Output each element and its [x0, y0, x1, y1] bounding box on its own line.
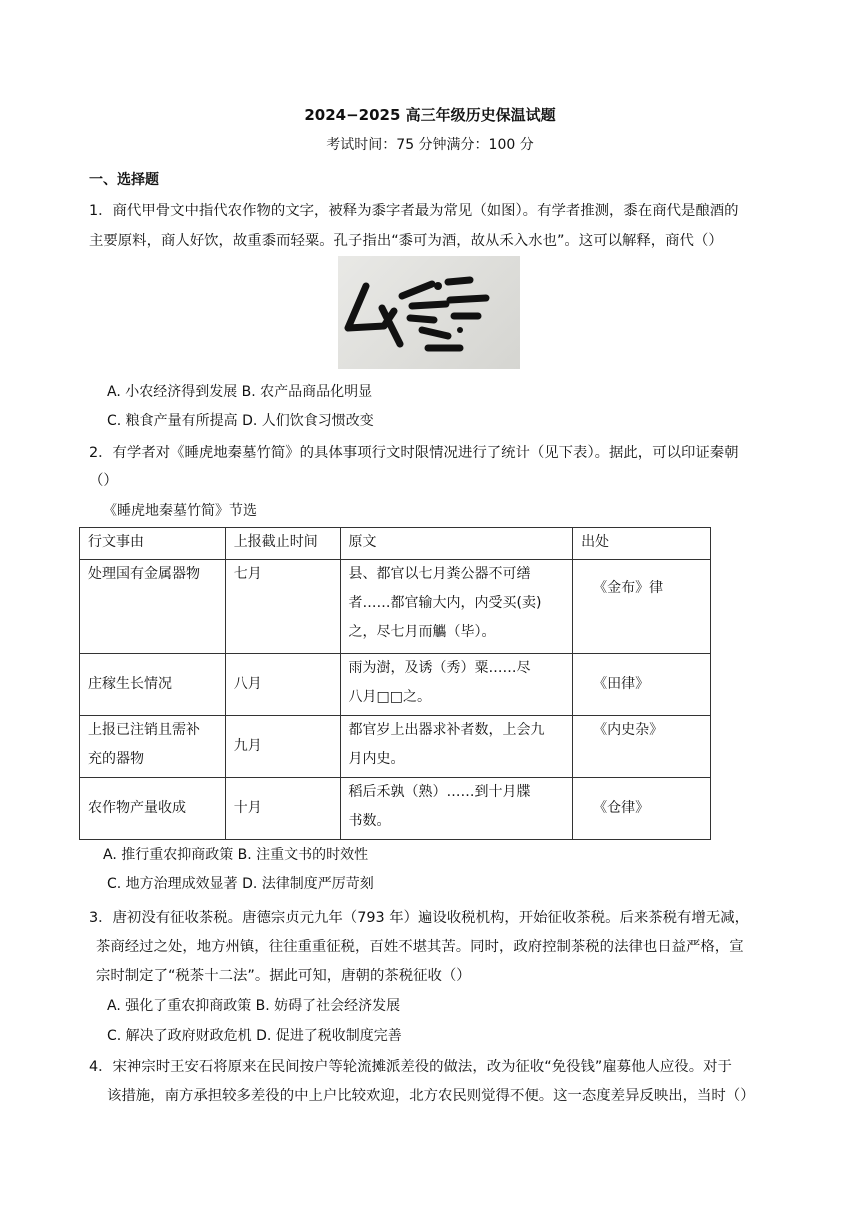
q3-stem-line1: 3．唐初没有征收茶税。唐德宗贞元九年（793 年）遍设收税机构，开始征收茶税。后来茶税有增无减， [89, 910, 749, 926]
source-text: 《仓律》 [593, 800, 650, 816]
table-cell-text [340, 716, 573, 778]
q1-stem-line2: 主要原料，商人好饮，故重黍而轻粟。孔子指出“黍可为酒，故从禾入水也”。这可以解释，商代（） [89, 233, 723, 249]
q3-options-ab: A. 强化了重农抑商政策 B. 妨碍了社会经济发展 [107, 998, 401, 1014]
text-line: 县、都官以七月粪公器不可缮 [348, 566, 531, 582]
source-text: 《内史杂》 [593, 722, 664, 738]
exam-subtitle: 考试时间：75 分钟满分：100 分 [326, 137, 534, 153]
oracle-bone-glyph [338, 256, 520, 369]
q3-stem-line2: 茶商经过之处，地方州镇，往往重重征税，百姓不堪其苦。同时，政府控制茶税的法律也日益严格，宣 [96, 939, 744, 955]
text-line: 者……都官输大内，内受买(卖) [348, 595, 542, 611]
table-cell-event: 庄稼生长情况 [80, 654, 226, 716]
table-row [80, 778, 711, 840]
text-line: 雨为澍，及诱（秀）粟……尽 [348, 660, 531, 676]
event-line: 充的器物 [88, 751, 144, 767]
text-line: 月内史。 [348, 751, 405, 767]
q1-options-cd: C. 粮食产量有所提高 D. 人们饮食习惯改变 [107, 413, 374, 429]
table-cell-source [573, 654, 711, 716]
event-line: 上报已注销且需补 [88, 722, 200, 738]
q2-options-ab: A. 推行重农抑商政策 B. 注重文书的时效性 [103, 847, 369, 863]
table-cell-event [80, 716, 226, 778]
q4-stem-line2: 该措施，南方承担较多差役的中上户比较欢迎，北方农民则觉得不便。这一态度差异反映出，当时（） [107, 1088, 755, 1104]
q2-stem-line2: （） [89, 473, 118, 489]
section-heading: 一、选择题 [89, 172, 159, 188]
table-cell-deadline: 九月 [225, 716, 340, 778]
table-cell-source [573, 560, 711, 654]
table-cell-deadline: 七月 [225, 560, 340, 654]
table-cell-text [340, 654, 573, 716]
header-cell: 出处 [573, 528, 711, 560]
table-row [80, 716, 711, 778]
q1-options-ab: A. 小农经济得到发展 B. 农产品商品化明显 [107, 384, 373, 400]
q2-stem-line1: 2．有学者对《睡虎地秦墓竹简》的具体事项行文时限情况进行了统计（见下表）。据此，可以印证秦朝 [89, 445, 739, 461]
q4-stem-line1: 4．宋神宗时王安石将原来在民间按户等轮流摊派差役的做法，改为征收“免役钱”雇募他人应役。对于 [89, 1059, 732, 1075]
q2-options-cd: C. 地方治理成效显著 D. 法律制度严厉苛刻 [107, 876, 374, 892]
table-cell-source [573, 778, 711, 840]
table-cell-event: 处理国有金属器物 [80, 560, 226, 654]
exam-title: 2024−2025 高三年级历史保温试题 [304, 106, 556, 124]
table-cell-text [340, 778, 573, 840]
table-cell-deadline: 十月 [225, 778, 340, 840]
q3-options-cd: C. 解决了政府财政危机 D. 促进了税收制度完善 [107, 1028, 402, 1044]
table-cell-event: 农作物产量收成 [80, 778, 226, 840]
oracle-bone-character-image [338, 256, 520, 369]
text-line: 稻后禾孰（熟）……到十月牒 [348, 784, 531, 800]
source-text: 《田律》 [593, 676, 650, 692]
table-cell-text [340, 560, 573, 654]
table-row [80, 654, 711, 716]
header-cell: 上报截止时间 [225, 528, 340, 560]
table-caption: 《睡虎地秦墓竹简》节选 [103, 503, 257, 519]
text-line: 之，尽七月而觿（毕）。 [348, 624, 496, 640]
table-row [80, 560, 711, 654]
text-line: 书数。 [348, 813, 391, 829]
statute-table [79, 527, 711, 840]
q1-stem-line1: 1．商代甲骨文中指代农作物的文字，被释为黍字者最为常见（如图）。有学者推测，黍在商代是酿酒的 [89, 203, 739, 219]
table-header-row [80, 528, 711, 560]
header-cell: 原文 [340, 528, 573, 560]
q3-stem-line3: 宗时制定了“税茶十二法”。据此可知，唐朝的茶税征收（） [96, 968, 471, 984]
table-cell-deadline: 八月 [225, 654, 340, 716]
header-cell: 行文事由 [80, 528, 226, 560]
table-cell-source [573, 716, 711, 778]
source-text: 《金布》律 [593, 580, 664, 596]
text-line: 八月□□之。 [348, 689, 431, 705]
text-line: 都官岁上出器求补者数，上会九 [348, 722, 545, 738]
